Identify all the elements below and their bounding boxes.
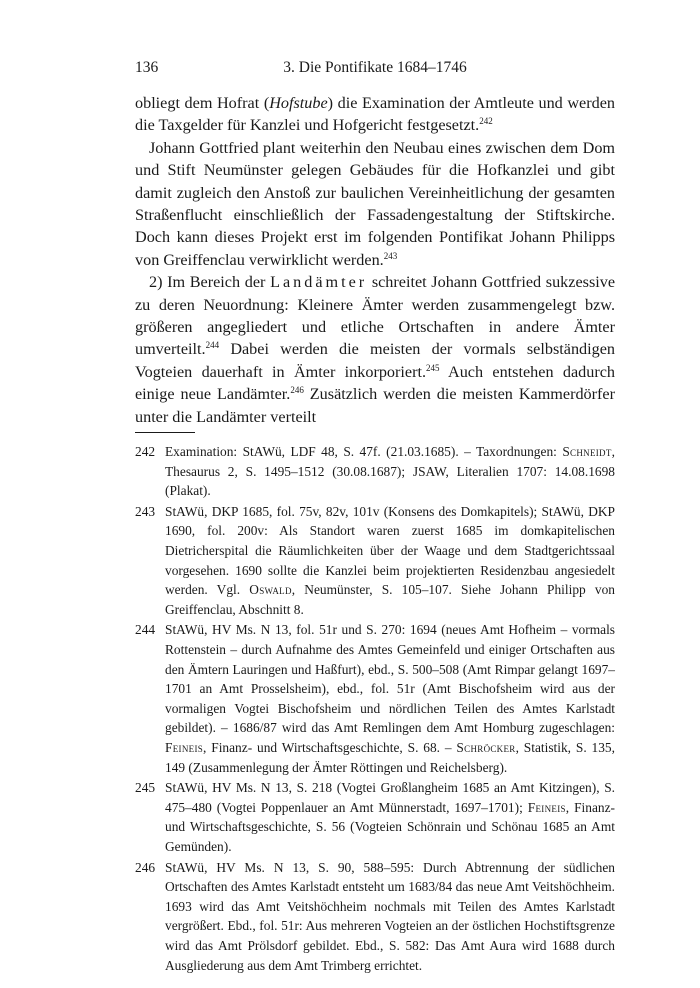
italic-term: Hofstube	[269, 94, 328, 112]
text-run: StAWü, HV Ms. N 13, S. 218 (Vogtei Großlangheim 1685 an Amt Kitzingen), S. 475–480 (Vogtei Poppenlauer an Amt Münnerstadt, 1697–1701);	[165, 780, 615, 815]
footnote-text: StAWü, HV Ms. N 13, S. 90, 588–595: Durch Abtrennung der südlichen Ortschaften des Amtes Karlstadt entsteht um 1683/84 das neue Amt Veitshöchheim. 1693 wird das Amt Veitshöchheim nochmals mit Teilen des Amtes Karlstadt vergrößert. Ebd., fol. 51r: Aus mehreren Vogteien an der östlichen Hochstiftsgrenze wird das Amt Prölsdorf gebildet. Ebd., S. 582: Das Amt Aura wird 1688 durch Ausgliederung aus dem Amt Trimberg errichtet.	[165, 859, 615, 973]
text-run: StAWü, DKP 1685, fol. 75v, 82v, 101v (Konsens des Domkapitels); StAWü, DKP 1690, fol. 200v: Als Standort waren zuerst 1685 im domkapitelischen Dietricherspital die Räumlichkeiten über der Waage und dem Stadtgerichtssaal vorgesehen. 1690 sollte die Kanzlei beim projektierten Residenzbau angesiedelt werden. Vgl.	[165, 503, 615, 598]
text-run: Johann Gottfried plant weiterhin den Neubau eines zwischen dem Dom und Stift Neumünster gelegen Gebäudes für die Hofkanzlei und gibt damit zugleich den Anstoß zur baulichen Vereinheitlichung der gesamten Straßenflucht einschließlich der Fassadengestaltung der Stiftskirche. Doch kann dieses Projekt erst im folgenden Pontifikat Johann Philipps von Greiffenclau verwirklicht werden.	[135, 138, 615, 269]
text-run: Auch entstehen dadurch einige neue Landämter.	[135, 362, 616, 404]
footnote-text	[165, 442, 615, 501]
footnote-ref-246[interactable]: 246	[290, 385, 304, 396]
footnote-text	[165, 620, 615, 777]
footnote-number: 242	[135, 444, 156, 460]
footnote-ref-243[interactable]: 243	[383, 250, 398, 261]
footnote-243	[135, 502, 615, 620]
main-text	[135, 92, 615, 428]
footnote-text	[165, 502, 615, 620]
text-run: schreitet Johann Gottfried sukzessive zu deren Neuordnung: Kleinere Ämter werden zusammengelegt bzw. größeren angegliedert und etliche Ortschaften in andere Ämter umverteilt.	[135, 273, 616, 359]
paragraph-3	[135, 271, 615, 428]
author-name: Feineis	[165, 740, 204, 755]
text-run: Dabei werden die meisten der vormals selbständigen Vogteien dauerhaft in Ämter inkorporiert.	[135, 340, 615, 381]
text-run: , Statistik, S. 135, 149 (Zusammenlegung der Ämter Röttingen und Reichelsberg).	[165, 740, 615, 775]
book-page	[135, 56, 615, 976]
footnote-244	[135, 620, 615, 777]
footnote-ref-245[interactable]: 245	[426, 362, 440, 373]
footnotes	[135, 442, 615, 975]
text-run: Zusätzlich werden die meisten Kammerdörfer unter die Landämter verteilt	[135, 385, 615, 426]
footnote-separator	[135, 432, 195, 433]
author-name: Schröcker	[456, 740, 516, 755]
footnote-number: 244	[135, 622, 156, 638]
paragraph-1	[135, 92, 615, 137]
text-run: Examination: StAWü, LDF 48, S. 47f. (21.03.1685). – Taxordnungen:	[165, 444, 557, 460]
text-run: , Neumünster, S. 105–107. Siehe Johann Philipp von Greiffenclau, Abschnitt 8.	[165, 582, 615, 617]
footnote-242	[135, 442, 615, 501]
footnote-ref-244[interactable]: 244	[205, 340, 220, 351]
author-name: Oswald	[249, 582, 292, 598]
paragraph-2	[135, 137, 615, 271]
text-run: , Finanz- und Wirtschaftsgeschichte, S. 68. –	[203, 740, 452, 755]
running-head	[135, 56, 615, 80]
text-run: ) die Examination der Amtleute und werden die Taxgelder für Kanzlei und Hofgericht festgesetzt.	[135, 94, 615, 135]
footnote-number: 243	[135, 503, 156, 519]
footnote-number: 245	[135, 780, 156, 796]
footnote-text	[165, 778, 615, 856]
spaced-term: Landämter	[270, 273, 368, 292]
page-number: 136	[135, 59, 159, 76]
author-name: Schneidt	[562, 444, 612, 460]
footnote-number: 246	[135, 859, 156, 875]
text-run: , Finanz- und Wirtschaftsgeschichte, S. 56 (Vogteien Schönrain und Schönau 1685 an Amt Gemünden).	[165, 799, 615, 854]
author-name: Feineis	[527, 799, 566, 815]
text-run: , Thesaurus 2, S. 1495–1512 (30.08.1687); JSAW, Literalien 1707: 14.08.1698 (Plakat).	[165, 444, 616, 499]
text-run: StAWü, HV Ms. N 13, fol. 51r und S. 270: 1694 (neues Amt Hofheim – vormals Rottenstein – durch Aufnahme des Amtes Gemeinfeld und einiger Ortschaften aus den Ämtern Lauringen und Haßfurt), ebd., S. 500–508 (Amt Rimpar gelangt 1697–1701 an Amt Prosselsheim), ebd., fol. 51r (Amt Bischofsheim wird aus der vormaligen Vogtei Bischofsheim und nördlichen Teilen des Amtes Karlstadt gebildet). – 1686/87 wird das Amt Remlingen dem Amt Homburg zugeschlagen:	[165, 622, 615, 736]
section-title: 3. Die Pontifikate 1684–1746	[283, 59, 467, 76]
footnote-246	[135, 858, 615, 976]
footnote-245	[135, 778, 615, 856]
footnote-ref-242[interactable]: 242	[479, 116, 493, 127]
text-run: obliegt dem Hofrat (	[135, 94, 270, 112]
text-run: 2) Im Bereich der	[149, 273, 266, 292]
